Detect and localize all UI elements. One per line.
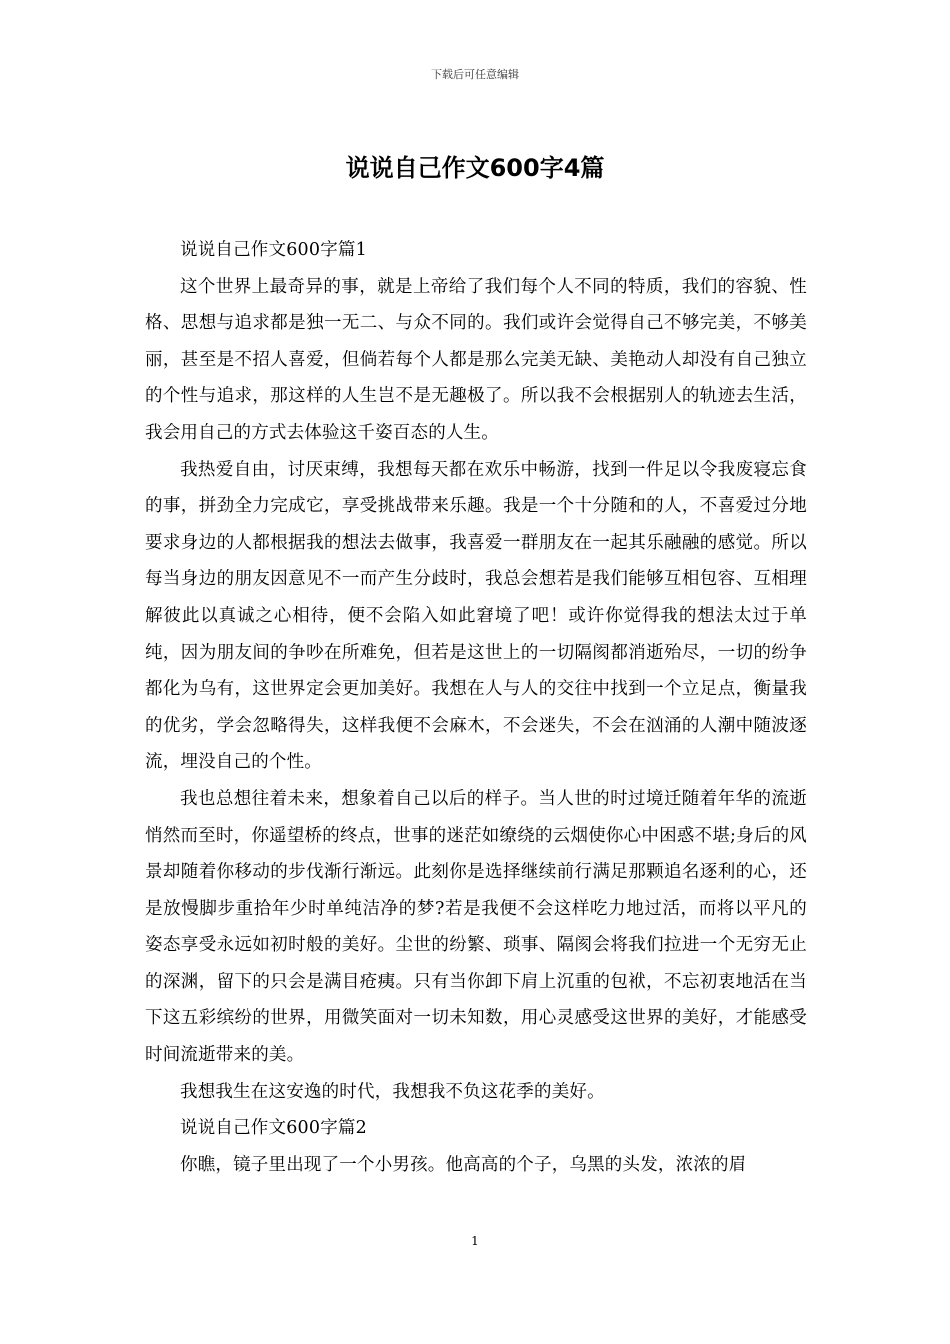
paragraph-3: 我也总想往着未来，想象着自己以后的样子。当人世的时过境迁随着年华的流逝悄然而至时，你遥望桥的终点，世事的迷茫如缭绕的云烟使你心中困惑不堪;身后的风景却随着你移动的步伐渐行渐远。此刻你是选择继续前行满足那颗追名逐利的心，还是放慢脚步重拾年少时单纯洁净的梦?若是我便不会这样吃力地过活，而将以平凡的姿态享受永远如初时般的美好。尘世的纷繁、琐事、隔阂会将我们拉进一个无穷无止的深渊，留下的只会是满目疮痍。只有当你卸下肩上沉重的包袱，不忘初衷地活在当下这五彩缤纷的世界，用微笑面对一切未知数，用心灵感受这世界的美好，才能感受时间流逝带来的美。 [145, 788, 807, 1066]
document-body [145, 232, 807, 1183]
document-title: 说说自己作文600字4篇 [345, 154, 605, 182]
page-number: 1 [471, 1234, 479, 1248]
header-note: 下载后可任意编辑 [431, 68, 519, 81]
paragraph-4: 我想我生在这安逸的时代，我想我不负这花季的美好。 [180, 1081, 605, 1102]
section-heading-2: 说说自己作文600字篇2 [180, 1118, 367, 1139]
paragraph-5: 你瞧，镜子里出现了一个小男孩。他高高的个子，乌黑的头发，浓浓的眉 [180, 1154, 747, 1175]
paragraph-2: 我热爱自由，讨厌束缚，我想每天都在欢乐中畅游，找到一件足以令我废寝忘食的事，拼劲全力完成它，享受挑战带来乐趣。我是一个十分随和的人，不喜爱过分地要求身边的人都根据我的想法去做事，我喜爱一群朋友在一起其乐融融的感觉。所以每当身边的朋友因意见不一而产生分歧时，我总会想若是我们能够互相包容、互相理解彼此以真诚之心相待，便不会陷入如此窘境了吧！或许你觉得我的想法太过于单纯，因为朋友间的争吵在所难免，但若是这世上的一切隔阂都消逝殆尽，一切的纷争都化为乌有，这世界定会更加美好。我想在人与人的交往中找到一个立足点，衡量我的优劣，学会忽略得失，这样我便不会麻木，不会迷失，不会在汹涌的人潮中随波逐流，埋没自己的个性。 [145, 459, 807, 773]
section-heading-1: 说说自己作文600字篇1 [180, 240, 367, 260]
paragraph-1: 这个世界上最奇异的事，就是上帝给了我们每个人不同的特质，我们的容貌、性格、思想与追求都是独一无二、与众不同的。我们或许会觉得自己不够完美，不够美丽，甚至是不招人喜爱，但倘若每个人都是那么完美无缺、美艳动人却没有自己独立的个性与追求，那这样的人生岂不是无趣极了。所以我不会根据别人的轨迹去生活，我会用自己的方式去体验这千姿百态的人生。 [145, 276, 807, 443]
